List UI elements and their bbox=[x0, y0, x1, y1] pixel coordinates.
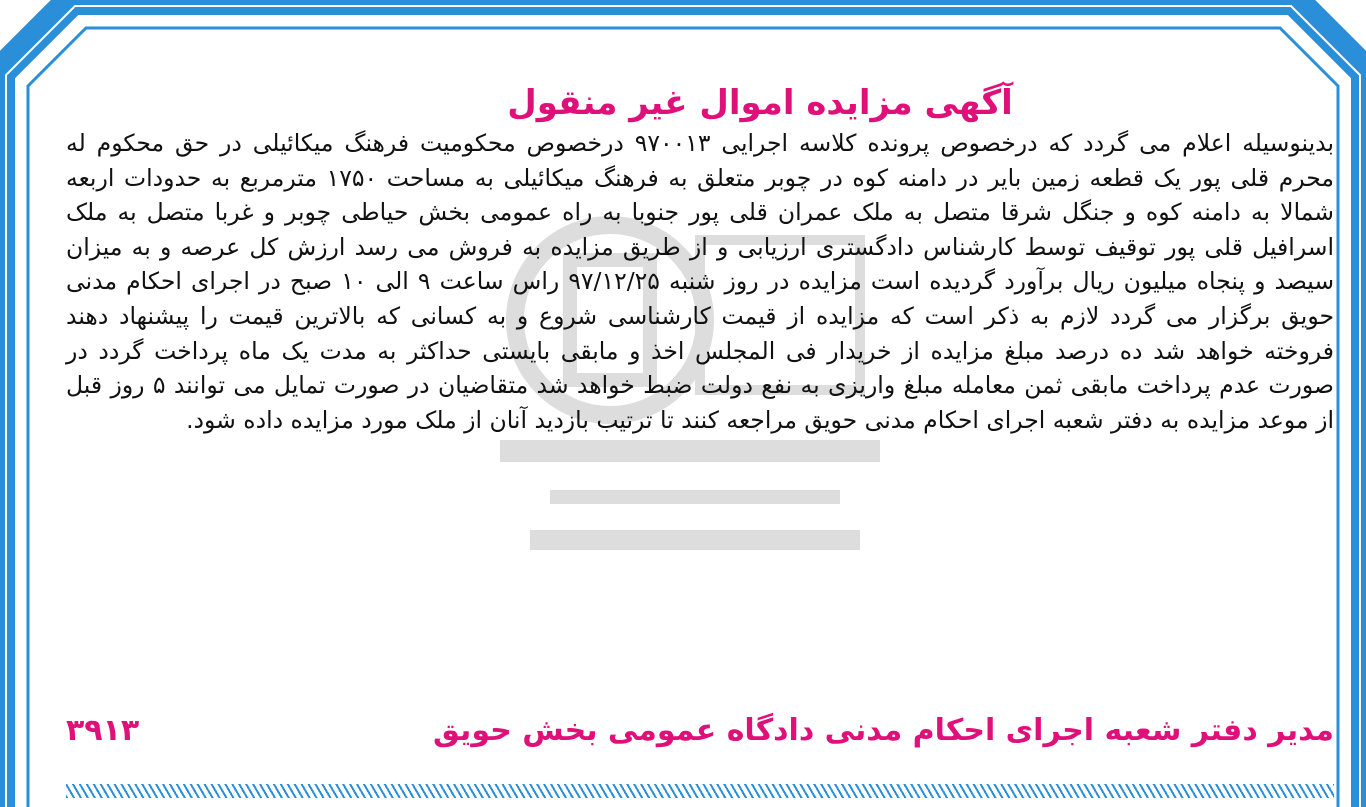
ad-number: ۳۹۱۳ bbox=[66, 713, 140, 748]
notice-body: بدینوسیله اعلام می گردد که درخصوص پرونده کلاسه اجرایی ۹۷۰۰۱۳ درخصوص محکومیت فرهنگ میکائیلی در حق محکوم له محرم قلی پور یک قطعه زمین بایر در دامنه کوه در چوبر متعلق به فرهنگ میکائیلی به مساحت ۱۷۵۰ مترمربع به حدودات اربعه شمالا به دامنه کوه و جنگل شرقا متصل به ملک عمران قلی پور جنوبا به راه عمومی بخش حیاطی چوبر و غربا متصل به ملک اسرافیل قلی پور توقیف توسط کارشناس دادگستری ارزیابی و از طریق مزایده به فروش می رسد ارزش کل عرصه و به میزان سیصد و پنجاه میلیون ریال برآورد گردیده است مزایده در روز شنبه ۹۷/۱۲/۲۵ راس ساعت ۹ الی ۱۰ صبح در اجرای احکام مدنی حویق برگزار می گردد لازم به ذکر است که مزایده از قیمت کارشناسی شروع و به کسانی که بالاترین قیمت را پیشنهاد دهند فروخته خواهد شد ده درصد مبلغ مزایده از خریدار فی المجلس اخذ و مابقی بایستی حداکثر به مدت یک ماه پرداخت گردد در صورت عدم پرداخت مابقی ثمن معامله مبلغ واریزی به نفع دولت ضبط خواهد شد متقاضیان در صورت تمایل می توانند ۵ روز قبل از موعد مزایده به دفتر شعبه اجرای احکام مدنی حویق مراجعه کنند تا ترتیب بازدید آنان از ملک مورد مزایده داده شود. bbox=[66, 129, 1335, 434]
hatched-divider bbox=[66, 784, 1334, 798]
notice-title: آگهی مزایده اموال غیر منقول bbox=[507, 83, 1013, 123]
notice-content bbox=[66, 80, 1334, 437]
notice-footer bbox=[66, 708, 1334, 758]
signature-line: مدیر دفتر شعبه اجرای احکام مدنی دادگاه عمومی بخش حویق bbox=[433, 713, 1334, 748]
